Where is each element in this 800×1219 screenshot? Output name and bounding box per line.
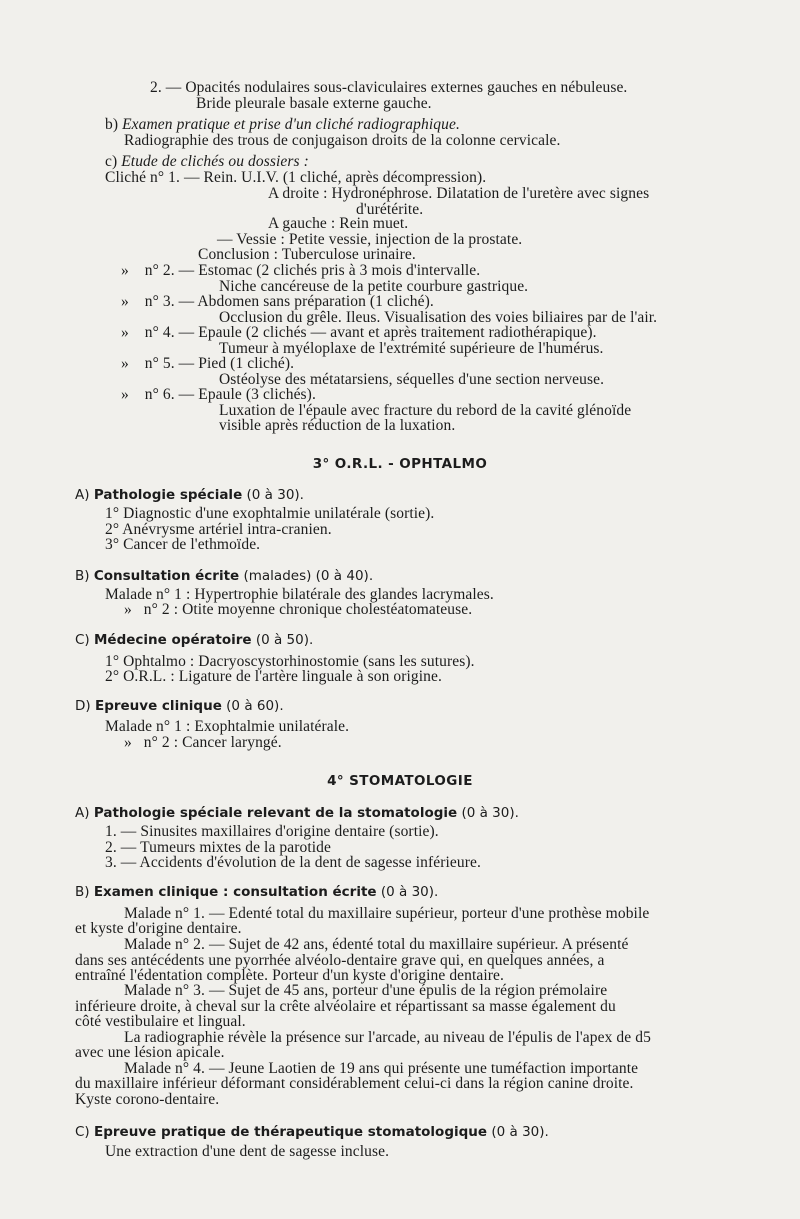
text-line: » n° 5. — Pied (1 cliché).: [121, 355, 295, 372]
paragraph-line: et kyste d'origine dentaire.: [75, 920, 242, 937]
list-item: 1. — Sinusites maxillaires d'origine dentaire (sortie).: [105, 823, 439, 840]
list-item: 2. — Tumeurs mixtes de la parotide: [105, 839, 331, 856]
list-item: 3. — Accidents d'évolution de la dent de sagesse inférieure.: [105, 854, 481, 871]
text-line: [105, 117, 460, 133]
subsection-heading: B) Consultation écrite (malades) (0 à 40).: [75, 568, 374, 584]
section-title: 4° STOMATOLOGIE: [327, 773, 473, 789]
text-line: Radiographie des trous de conjugaison droits de la colonne cervicale.: [124, 132, 561, 149]
text-line: — Vessie : Petite vessie, injection de la prostate.: [217, 231, 523, 248]
text-line: A gauche : Rein muet.: [268, 215, 409, 232]
text-line: Luxation de l'épaule avec fracture du rebord de la cavité glénoïde: [219, 402, 632, 419]
paragraph-line: Malade n° 3. — Sujet de 45 ans, porteur d'une épulis de la région prémolaire: [124, 982, 608, 999]
list-item: 3° Cancer de l'ethmoïde.: [105, 536, 261, 553]
text-line: » n° 3. — Abdomen sans préparation (1 cliché).: [121, 293, 434, 310]
text-line: Ostéolyse des métatarsiens, séquelles d'une section nerveuse.: [219, 371, 605, 388]
paragraph-line: du maxillaire inférieur déformant considérablement celui-ci dans la région canine droite.: [75, 1075, 634, 1092]
text-line: A droite : Hydronéphrose. Dilatation de l'uretère avec signes: [268, 185, 650, 202]
paragraph-line: dans ses antécédents une pyorrhée alvéolo-dentaire grave qui, en quelques années, a: [75, 952, 605, 969]
subsection-heading: A) Pathologie spéciale (0 à 30).: [75, 487, 304, 503]
text-line: Occlusion du grêle. Ileus. Visualisation des voies biliaires par de l'air.: [219, 309, 658, 326]
list-item: Une extraction d'une dent de sagesse incluse.: [105, 1143, 390, 1160]
text-line: » n° 4. — Epaule (2 clichés — avant et après traitement radiothérapique).: [121, 324, 597, 341]
paragraph-line: Malade n° 2. — Sujet de 42 ans, édenté total du maxillaire supérieur. A présenté: [124, 936, 629, 953]
text-line: Bride pleurale basale externe gauche.: [196, 95, 432, 112]
list-item: » n° 2 : Cancer laryngé.: [124, 734, 282, 751]
text-line: Niche cancéreuse de la petite courbure gastrique.: [219, 278, 529, 295]
paragraph-line: Malade n° 1. — Edenté total du maxillaire supérieur, porteur d'une prothèse mobile: [124, 905, 650, 922]
subsection-heading: A) Pathologie spéciale relevant de la stomatologie (0 à 30).: [75, 805, 519, 821]
text-line: 2. — Opacités nodulaires sous-claviculaires externes gauches en nébuleuse.: [150, 79, 628, 96]
list-item: 1° Ophtalmo : Dacryoscystorhinostomie (sans les sutures).: [105, 653, 475, 670]
paragraph-line: avec une lésion apicale.: [75, 1044, 225, 1061]
text-line: [105, 154, 309, 170]
text-line: Conclusion : Tuberculose urinaire.: [198, 246, 416, 263]
list-marker: c): [105, 153, 122, 170]
text-line: » n° 2. — Estomac (2 clichés pris à 3 mois d'intervalle.: [121, 262, 481, 279]
paragraph-line: côté vestibulaire et lingual.: [75, 1013, 246, 1030]
subsection-heading: B) Examen clinique : consultation écrite (0 à 30).: [75, 884, 439, 900]
subsection-heading: Etude de clichés ou dossiers :: [121, 153, 309, 170]
text-line: » n° 6. — Epaule (3 clichés).: [121, 386, 316, 403]
paragraph-line: Malade n° 4. — Jeune Laotien de 19 ans qui présente une tuméfaction importante: [124, 1060, 639, 1077]
subsection-heading: Examen pratique et prise d'un cliché radiographique.: [122, 116, 460, 133]
list-item: 2° Anévrysme artériel intra-cranien.: [105, 521, 332, 538]
subsection-heading: C) Médecine opératoire (0 à 50).: [75, 632, 314, 648]
text-line: visible après réduction de la luxation.: [219, 417, 456, 434]
list-marker: b): [105, 116, 123, 133]
section-title: 3° O.R.L. - OPHTALMO: [312, 456, 488, 472]
text-line: Tumeur à myéloplaxe de l'extrémité supérieure de l'humérus.: [219, 340, 604, 357]
list-item: » n° 2 : Otite moyenne chronique cholestéatomateuse.: [124, 601, 473, 618]
text-line: d'urétérite.: [356, 201, 424, 218]
text-line: Cliché n° 1. — Rein. U.I.V. (1 cliché, après décompression).: [105, 169, 487, 186]
subsection-heading: D) Epreuve clinique (0 à 60).: [75, 698, 284, 714]
subsection-heading: C) Epreuve pratique de thérapeutique stomatologique (0 à 30).: [75, 1124, 549, 1140]
paragraph-line: La radiographie révèle la présence sur l'arcade, au niveau de l'épulis de l'apex de d5: [124, 1029, 651, 1046]
list-item: 2° O.R.L. : Ligature de l'artère linguale à son origine.: [105, 668, 442, 685]
list-item: 1° Diagnostic d'une exophtalmie unilatérale (sortie).: [105, 505, 435, 522]
list-item: Malade n° 1 : Exophtalmie unilatérale.: [105, 718, 350, 735]
list-item: Malade n° 1 : Hypertrophie bilatérale des glandes lacrymales.: [105, 586, 494, 603]
paragraph-line: Kyste corono-dentaire.: [75, 1091, 220, 1108]
paragraph-line: inférieure droite, à cheval sur la crête alvéolaire et répartissant sa masse également du: [75, 998, 616, 1015]
paragraph-line: entraîné l'édentation complète. Porteur d'un kyste d'origine dentaire.: [75, 967, 505, 984]
